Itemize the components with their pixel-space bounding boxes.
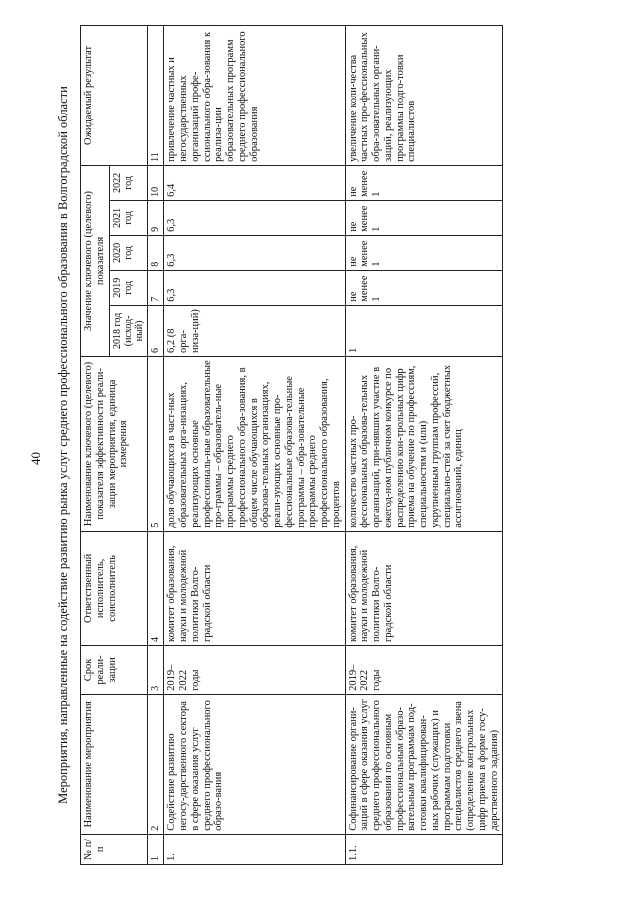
header-term: Срок реали-зации	[81, 645, 148, 694]
cell-indicator: доля обучающихся в част-ных образовательных орга-низациях, реализующих основные профессиональ-ные образовательные про-граммы – образователь-ные программы среднего профессионального обра-зования, в общем числе обучающихся в образова-тельных организациях, реали-зующих основные про-фессиональные образова-тельные программы – обра-зовательные программы среднего профессионального образования, процентов	[164, 357, 345, 532]
cell-num: 1.	[164, 834, 345, 864]
header-year-2022: 2022 год	[109, 165, 148, 200]
header-expected-result: Ожидаемый результат	[81, 26, 148, 166]
cell-2020: 6,3	[164, 235, 345, 270]
header-year-2018: 2018 год (исход-ный)	[109, 305, 148, 356]
cell-2022: не менее 1	[345, 165, 503, 200]
col-number: 3	[148, 645, 164, 694]
col-number: 5	[148, 357, 164, 532]
header-indicator-value: Значение ключевого (целевого) показателя	[81, 165, 110, 356]
cell-measure: Содействие развитию негосу-дарственного сектора в сфере оказания услуг среднего профессионального образо-вания	[164, 694, 345, 834]
cell-term: 2019–2022 годы	[164, 645, 345, 694]
col-number: 6	[148, 305, 164, 356]
cell-num: 1.1.	[345, 834, 503, 864]
header-year-2020: 2020 год	[109, 235, 148, 270]
header-num: № п/п	[81, 834, 148, 864]
measures-table	[80, 25, 503, 865]
cell-executor: комитет образования, науки и молодежной политики Волго-градской области	[345, 531, 503, 645]
cell-2018: 1	[345, 305, 503, 356]
cell-measure: Софинансирование органи-заций в сфере оказания услуг среднего профессионального образования по основным профессиональным образо-вательным программам под-готовки квалифицирован-ных рабочих (служащих) и программам подготовки специалистов среднего звена (определение контрольных цифр приема в форме госу-дарственного задания)	[345, 694, 503, 834]
header-executor: Ответственный исполнитель, соисполнитель	[81, 531, 148, 645]
table-row	[164, 26, 345, 865]
cell-2021: не менее 1	[345, 200, 503, 235]
cell-result: привлечение частных и негосударственных организаций профе-ссионального обра-зования к реализа-ции образовательных программ среднего профессионального образования	[164, 26, 345, 166]
table-row	[345, 26, 503, 865]
col-number: 8	[148, 235, 164, 270]
col-number: 7	[148, 270, 164, 305]
cell-2022: 6,4	[164, 165, 345, 200]
cell-2019: не менее 1	[345, 270, 503, 305]
cell-indicator: количество частных про-фессиональных образова-тельных организаций, при-нявших участие в ежегод-ном публичном конкурсе по распределению кон-трольных цифр приема на обучение по профессиям, специальностям и (или) укрупненным группам профессий, специально-стей за счет бюджетных ассигнований, единиц	[345, 357, 503, 532]
cell-executor: комитет образования, науки и молодежной политики Волго-градской области	[164, 531, 345, 645]
cell-result: увеличение коли-чества частных про-фессиональных обра-зовательных органи-заций, реализующих программы подго-товки специалистов	[345, 26, 503, 166]
col-number: 2	[148, 694, 164, 834]
header-year-2019: 2019 год	[109, 270, 148, 305]
col-number: 11	[148, 26, 164, 166]
document-title: Мероприятия, направленные на содействие развитию рынка услуг среднего профессионального образования в Волгоградской области	[56, 86, 70, 804]
header-indicator: Наименование ключевого (целевого) показателя эффективности реали-зации мероприятия, единица измерения	[81, 357, 148, 532]
col-number: 9	[148, 200, 164, 235]
cell-term: 2019–2022 годы	[345, 645, 503, 694]
col-number: 1	[148, 834, 164, 864]
col-number: 10	[148, 165, 164, 200]
cell-2020: не менее 1	[345, 235, 503, 270]
cell-2019: 6,3	[164, 270, 345, 305]
cell-2021: 6,3	[164, 200, 345, 235]
header-year-2021: 2021 год	[109, 200, 148, 235]
cell-2018: 6,2 (8 орга-низа-ций)	[164, 305, 345, 356]
page-number: 40	[28, 452, 43, 465]
header-measure-name: Наименование мероприятия	[81, 694, 148, 834]
col-number: 4	[148, 531, 164, 645]
